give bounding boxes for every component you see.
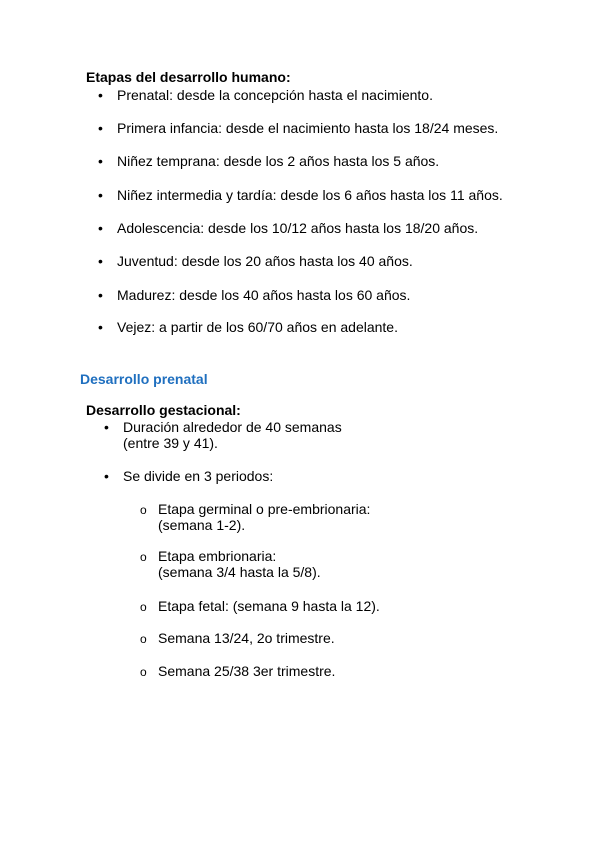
- period-line: Etapa embrionaria:: [158, 548, 277, 564]
- list-item-text: Adolescencia: desde los 10/12 años hasta los 18/20 años.: [117, 220, 479, 236]
- section-subtitle: Desarrollo gestacional:: [86, 402, 241, 418]
- circle-bullet-icon: o: [140, 665, 147, 679]
- circle-bullet-icon: o: [140, 503, 147, 517]
- section-title: Etapas del desarrollo humano:: [86, 69, 291, 85]
- period-text: [158, 501, 370, 533]
- list-item-text: Primera infancia: desde el nacimiento hasta los 18/24 meses.: [117, 120, 499, 136]
- bullet-icon: •: [98, 187, 103, 203]
- period-text: Semana 25/38 3er trimestre.: [158, 663, 336, 679]
- bullet-icon: •: [98, 319, 103, 335]
- period-line: (semana 1-2).: [158, 517, 246, 533]
- period-line: Etapa germinal o pre-embrionaria:: [158, 501, 371, 517]
- list-item-text: Vejez: a partir de los 60/70 años en adelante.: [117, 319, 398, 335]
- bullet-icon: •: [98, 253, 103, 269]
- period-text: [158, 548, 321, 580]
- list-item-line: Duración alrededor de 40 semanas: [123, 419, 342, 435]
- list-item-text: Niñez intermedia y tardía: desde los 6 años hasta los 11 años.: [117, 187, 503, 203]
- section-heading: Desarrollo prenatal: [80, 371, 208, 387]
- list-item-text: Madurez: desde los 40 años hasta los 60 años.: [117, 287, 411, 303]
- period-line: (semana 3/4 hasta la 5/8).: [158, 564, 321, 580]
- circle-bullet-icon: o: [140, 600, 147, 614]
- bullet-icon: •: [98, 287, 103, 303]
- list-item-text: Prenatal: desde la concepción hasta el nacimiento.: [117, 87, 433, 103]
- circle-bullet-icon: o: [140, 632, 147, 646]
- bullet-icon: •: [104, 468, 109, 484]
- bullet-icon: •: [98, 87, 103, 103]
- circle-bullet-icon: o: [140, 550, 147, 564]
- bullet-icon: •: [104, 419, 109, 435]
- list-item-text: Juventud: desde los 20 años hasta los 40 años.: [117, 253, 413, 269]
- list-item-text: [123, 419, 342, 451]
- period-text: Etapa fetal: (semana 9 hasta la 12).: [158, 598, 380, 614]
- period-text: Semana 13/24, 2o trimestre.: [158, 630, 335, 646]
- bullet-icon: •: [98, 153, 103, 169]
- list-item-text: Se divide en 3 periodos:: [123, 468, 274, 484]
- list-item-line: (entre 39 y 41).: [123, 435, 218, 451]
- bullet-icon: •: [98, 220, 103, 236]
- bullet-icon: •: [98, 120, 103, 136]
- list-item-text: Niñez temprana: desde los 2 años hasta los 5 años.: [117, 153, 440, 169]
